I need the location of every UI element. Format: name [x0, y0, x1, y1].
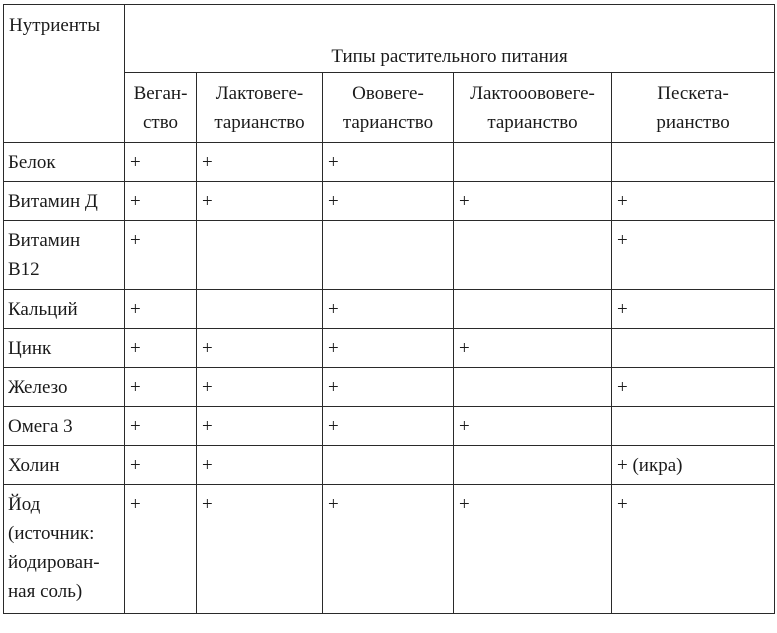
mark-cell: +: [454, 407, 612, 446]
nutrient-name-cell: [4, 368, 125, 407]
nutrient-name-cell: [4, 143, 125, 182]
nutrient-name-cell: [4, 221, 125, 290]
nutrient-name-line: Холин: [8, 455, 60, 476]
diet-header-line: тарианство: [214, 111, 305, 133]
mark-cell: +: [197, 485, 323, 614]
diet-header-line: тарианство: [487, 111, 578, 133]
nutrient-name-line: Железо: [8, 377, 68, 398]
nutrient-name-cell: [4, 485, 125, 614]
nutrient-name-line: Кальций: [8, 299, 78, 320]
mark-cell: +: [197, 446, 323, 485]
nutrient-name-line: ная соль): [8, 581, 83, 602]
mark-cell: +: [125, 407, 197, 446]
mark-cell: +: [125, 329, 197, 368]
mark-cell: +: [323, 407, 454, 446]
mark-cell: +: [323, 290, 454, 329]
diet-header-line: Лактооововеге-: [470, 82, 595, 104]
mark-cell: [454, 221, 612, 290]
nutrient-name-line: (источник:: [8, 523, 95, 544]
mark-cell: +: [125, 143, 197, 182]
mark-cell: +: [197, 329, 323, 368]
mark-cell: +: [454, 329, 612, 368]
table-row: [4, 221, 775, 290]
mark-cell: +: [323, 485, 454, 614]
corner-header-cell: Нутриенты: [4, 5, 125, 143]
diet-header-cell: [454, 73, 612, 143]
mark-cell: [454, 290, 612, 329]
mark-cell: +: [125, 182, 197, 221]
nutrient-name-line: Цинк: [8, 338, 52, 359]
diet-group-header: Типы растительного питания: [125, 5, 775, 73]
nutrients-table: [3, 4, 775, 614]
nutrient-name-cell: [4, 182, 125, 221]
table-row: [4, 143, 775, 182]
diet-header-cell: [197, 73, 323, 143]
mark-cell: [197, 221, 323, 290]
diet-header-line: рианство: [656, 111, 730, 133]
table-row: [4, 182, 775, 221]
table-row: [4, 485, 775, 614]
mark-cell: +: [125, 485, 197, 614]
mark-cell: +: [323, 182, 454, 221]
table-row: [4, 407, 775, 446]
diet-header-cell: [323, 73, 454, 143]
mark-cell: [323, 446, 454, 485]
mark-cell: +: [323, 368, 454, 407]
diet-header-line: Ововеге-: [352, 82, 424, 104]
nutrient-name-cell: [4, 329, 125, 368]
nutrient-name-line: Витамин: [8, 230, 81, 251]
mark-cell: +: [197, 407, 323, 446]
mark-cell: [323, 221, 454, 290]
diet-header-line: Лактовеге-: [215, 82, 304, 104]
mark-cell: +: [125, 221, 197, 290]
diet-header-cell: [612, 73, 775, 143]
mark-cell: +: [454, 182, 612, 221]
mark-cell: +: [197, 182, 323, 221]
table-row: [4, 446, 775, 485]
mark-cell: +: [454, 485, 612, 614]
table-row: [4, 368, 775, 407]
table-body: [4, 5, 775, 614]
diet-header-line: Веган-: [133, 82, 188, 104]
mark-cell: [612, 407, 775, 446]
nutrient-name-cell: [4, 407, 125, 446]
mark-cell: [612, 329, 775, 368]
nutrient-name-line: Белок: [8, 152, 56, 173]
mark-cell: +: [612, 368, 775, 407]
mark-cell: + (икра): [612, 446, 775, 485]
mark-cell: [454, 143, 612, 182]
mark-cell: +: [612, 221, 775, 290]
table-row: [4, 290, 775, 329]
mark-cell: +: [125, 446, 197, 485]
mark-cell: [197, 290, 323, 329]
nutrient-name-line: Йод: [8, 494, 41, 515]
mark-cell: +: [612, 485, 775, 614]
nutrient-name-line: йодирован-: [8, 552, 100, 573]
mark-cell: +: [125, 368, 197, 407]
header-row-top: [4, 5, 775, 73]
mark-cell: +: [612, 182, 775, 221]
diet-header-cell: [125, 73, 197, 143]
mark-cell: +: [323, 329, 454, 368]
diet-header-line: Пескета-: [657, 82, 729, 104]
diet-header-line: тарианство: [342, 111, 434, 133]
mark-cell: +: [197, 143, 323, 182]
nutrient-name-cell: [4, 446, 125, 485]
mark-cell: +: [612, 290, 775, 329]
nutrient-name-line: В12: [8, 259, 40, 280]
mark-cell: [454, 446, 612, 485]
mark-cell: +: [197, 368, 323, 407]
table-row: [4, 329, 775, 368]
nutrient-name-cell: [4, 290, 125, 329]
nutrient-name-line: Омега 3: [8, 416, 73, 437]
mark-cell: [612, 143, 775, 182]
mark-cell: +: [323, 143, 454, 182]
mark-cell: +: [125, 290, 197, 329]
nutrient-name-line: Витамин Д: [8, 191, 98, 212]
diet-header-line: ство: [142, 111, 179, 133]
mark-cell: [454, 368, 612, 407]
